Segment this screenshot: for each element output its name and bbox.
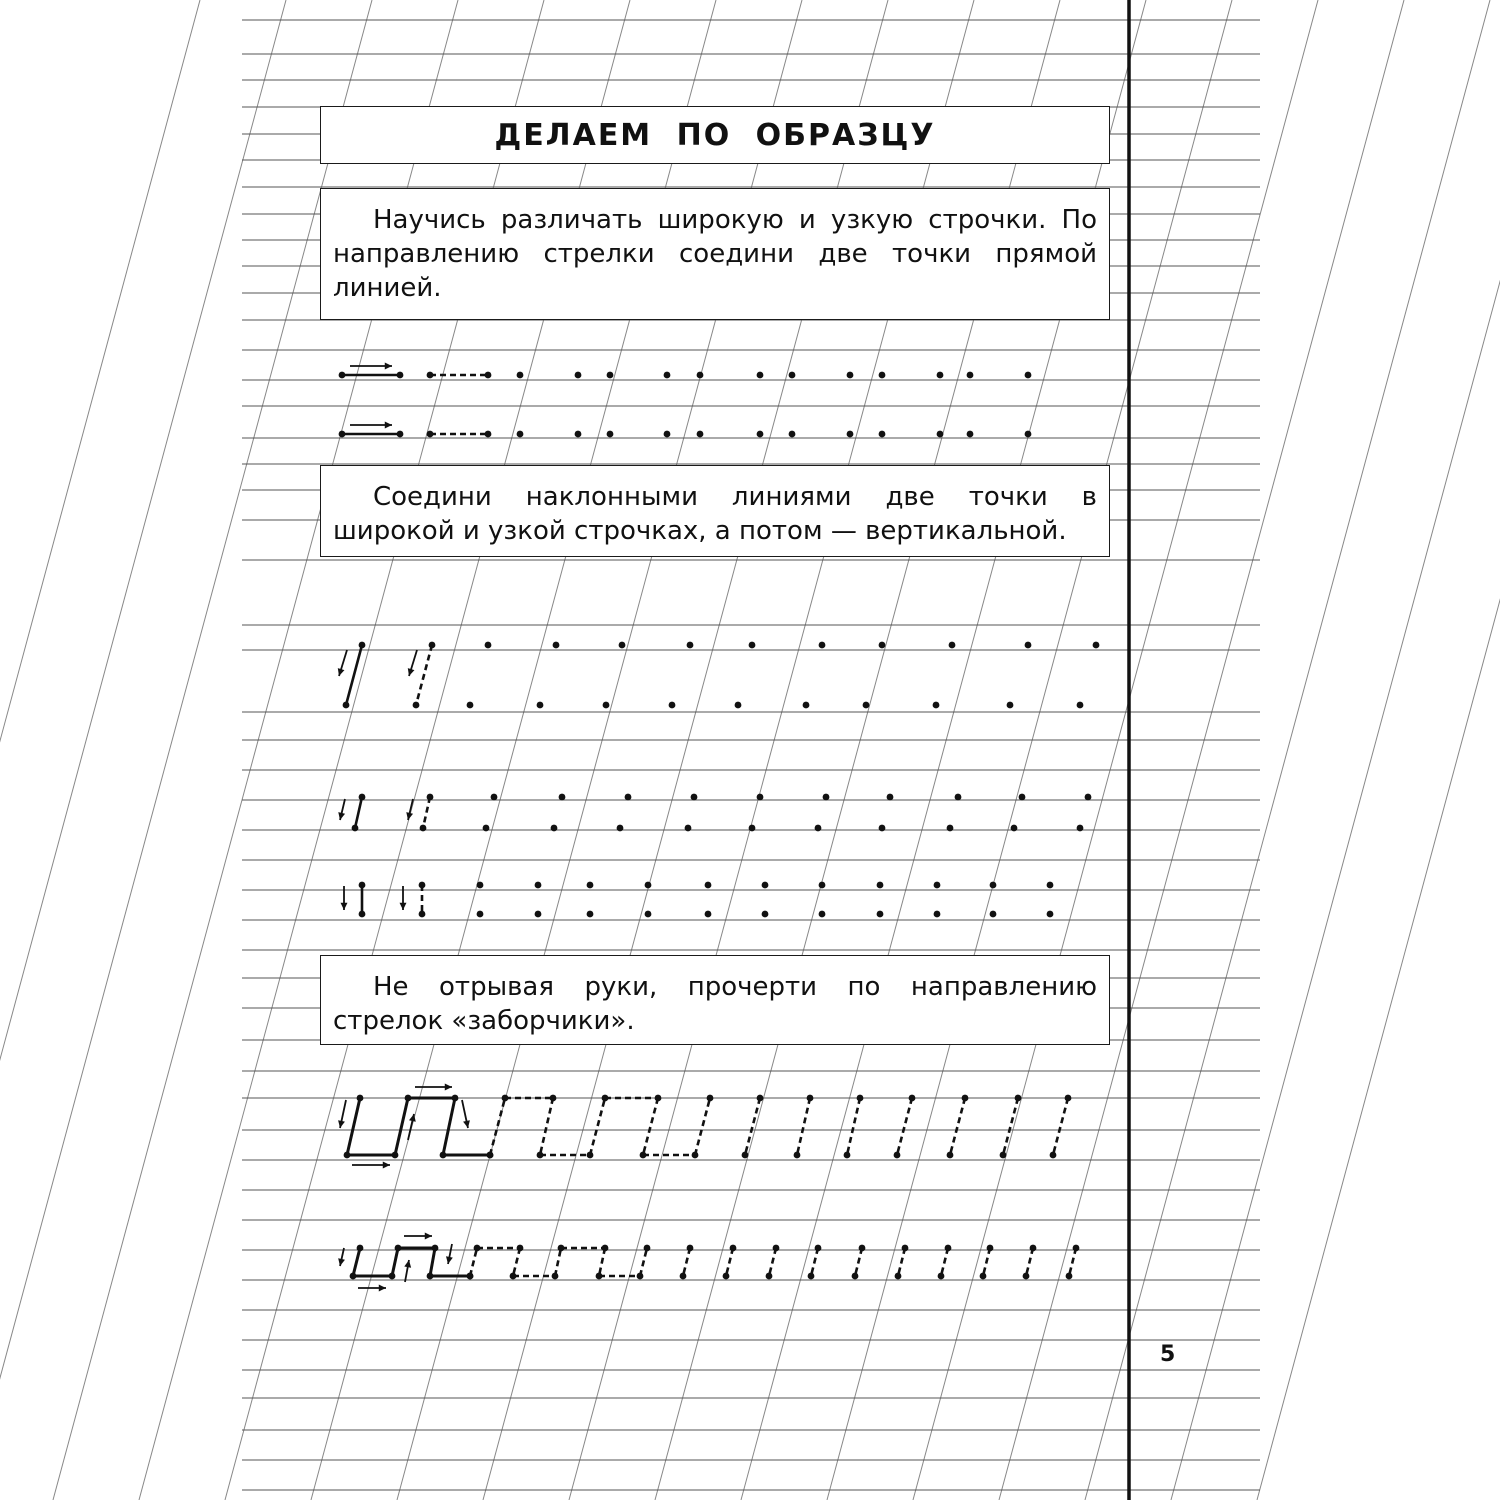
dot: [847, 431, 854, 438]
dot: [395, 1245, 402, 1252]
dot: [343, 702, 350, 709]
dot: [602, 1245, 609, 1252]
dot: [644, 1245, 651, 1252]
solid-line: [353, 1248, 360, 1276]
dot: [794, 1152, 801, 1159]
dot: [517, 372, 524, 379]
dot: [887, 794, 894, 801]
dot: [879, 642, 886, 649]
dot: [1023, 1273, 1030, 1280]
dot: [1050, 1152, 1057, 1159]
dot: [934, 911, 941, 918]
dot: [664, 372, 671, 379]
dot: [819, 882, 826, 889]
dashed-line: [470, 1248, 477, 1276]
task-box-3: [320, 955, 1110, 1045]
dot: [895, 1273, 902, 1280]
dot: [894, 1152, 901, 1159]
dot: [1000, 1152, 1007, 1159]
arrow-head: [385, 363, 392, 370]
solid-line: [443, 1098, 455, 1155]
dot: [645, 911, 652, 918]
dot: [359, 794, 366, 801]
dot: [550, 1095, 557, 1102]
dot: [1065, 1095, 1072, 1102]
dot: [1077, 825, 1084, 832]
dot: [909, 1095, 916, 1102]
dot: [987, 1245, 994, 1252]
dot: [339, 372, 346, 379]
dot: [467, 702, 474, 709]
dot: [945, 1245, 952, 1252]
title-box: [320, 106, 1110, 164]
dot: [1093, 642, 1100, 649]
solid-line: [392, 1248, 398, 1276]
dot: [603, 702, 610, 709]
dot: [607, 372, 614, 379]
dot: [483, 825, 490, 832]
dot: [625, 794, 632, 801]
dot: [723, 1273, 730, 1280]
dot: [757, 794, 764, 801]
dot: [617, 825, 624, 832]
slant-guide-line: [0, 0, 372, 1500]
dot: [664, 431, 671, 438]
dot: [705, 911, 712, 918]
task-1-text: Научись различать широкую и узкую строчки. По направлению стрелки соедини две точки прямой линией.: [333, 205, 1097, 303]
slant-guide-line: [1171, 0, 1500, 1500]
dot: [877, 911, 884, 918]
dot: [359, 642, 366, 649]
dot: [669, 702, 676, 709]
dot: [359, 882, 366, 889]
dashed-line: [898, 1248, 905, 1276]
dot: [1019, 794, 1026, 801]
dashed-line: [513, 1248, 520, 1276]
dot: [427, 431, 434, 438]
dot: [844, 1152, 851, 1159]
dot: [1047, 911, 1054, 918]
dot: [655, 1095, 662, 1102]
dot: [819, 642, 826, 649]
solid-line: [347, 1098, 360, 1155]
dot: [1077, 702, 1084, 709]
dot: [807, 1095, 814, 1102]
arrow-head: [338, 1120, 345, 1128]
dot: [397, 431, 404, 438]
dot: [937, 431, 944, 438]
task-box-1: [320, 188, 1110, 320]
dot: [937, 372, 944, 379]
slant-guide-line: [1257, 0, 1500, 1500]
dot: [852, 1273, 859, 1280]
dot: [680, 1273, 687, 1280]
dot: [502, 1095, 509, 1102]
dot: [619, 642, 626, 649]
dot: [645, 882, 652, 889]
dot: [815, 1245, 822, 1252]
dot: [692, 1152, 699, 1159]
dot: [452, 1095, 459, 1102]
dot: [535, 882, 542, 889]
dot: [1030, 1245, 1037, 1252]
dot: [1025, 431, 1032, 438]
dot: [773, 1245, 780, 1252]
dot: [535, 911, 542, 918]
dashed-line: [1053, 1098, 1068, 1155]
dot: [1025, 642, 1032, 649]
dot: [344, 1152, 351, 1159]
dot: [980, 1273, 987, 1280]
dot: [1025, 372, 1032, 379]
dot: [432, 1245, 439, 1252]
dot: [405, 1095, 412, 1102]
dot: [934, 882, 941, 889]
dot: [815, 825, 822, 832]
dot: [596, 1273, 603, 1280]
dashed-line: [941, 1248, 948, 1276]
dot: [440, 1152, 447, 1159]
solid-line: [346, 645, 362, 705]
dot: [730, 1245, 737, 1252]
dashed-line: [643, 1098, 658, 1155]
arrow-head: [446, 1256, 453, 1264]
arrow-head: [406, 812, 413, 820]
dot: [757, 372, 764, 379]
dashed-line: [1003, 1098, 1018, 1155]
dot: [413, 702, 420, 709]
dot: [938, 1273, 945, 1280]
arrow-head: [425, 1233, 432, 1240]
dot: [427, 1273, 434, 1280]
dot: [587, 1152, 594, 1159]
dot: [859, 1245, 866, 1252]
dashed-line: [640, 1248, 647, 1276]
dot: [705, 882, 712, 889]
dot: [350, 1273, 357, 1280]
dot: [1066, 1273, 1073, 1280]
dot: [955, 794, 962, 801]
dashed-line: [1026, 1248, 1033, 1276]
dot: [967, 372, 974, 379]
solid-line: [355, 797, 362, 828]
dot: [485, 372, 492, 379]
arrow-head: [385, 422, 392, 429]
dashed-line: [599, 1248, 605, 1276]
dot: [863, 702, 870, 709]
dot: [1011, 825, 1018, 832]
dot: [757, 431, 764, 438]
dot: [420, 825, 427, 832]
dot: [762, 882, 769, 889]
dashed-line: [769, 1248, 776, 1276]
dot: [551, 825, 558, 832]
exercise-2-slanted-wide: [338, 642, 1100, 709]
exercise-2-slanted-narrow: [338, 794, 1091, 832]
slant-guide-line: [0, 0, 286, 1500]
dot: [389, 1273, 396, 1280]
dashed-line: [897, 1098, 912, 1155]
dot: [766, 1273, 773, 1280]
dot: [359, 911, 366, 918]
dot: [517, 431, 524, 438]
dashed-line: [416, 645, 432, 705]
dot: [552, 1273, 559, 1280]
dot: [967, 431, 974, 438]
exercise-3-fence-narrow: [338, 1233, 1079, 1292]
dot: [587, 882, 594, 889]
dot: [962, 1095, 969, 1102]
dot: [397, 372, 404, 379]
dashed-line: [1069, 1248, 1076, 1276]
dot: [474, 1245, 481, 1252]
arrow-head: [379, 1285, 386, 1292]
dashed-line: [726, 1248, 733, 1276]
dot: [427, 794, 434, 801]
dot: [823, 794, 830, 801]
dot: [808, 1273, 815, 1280]
dot: [607, 431, 614, 438]
dot: [691, 794, 698, 801]
dashed-line: [590, 1098, 605, 1155]
dot: [487, 1152, 494, 1159]
dot: [789, 431, 796, 438]
slant-guide-line: [1085, 0, 1490, 1500]
dot: [419, 911, 426, 918]
dashed-line: [695, 1098, 710, 1155]
dot: [1015, 1095, 1022, 1102]
dashed-line: [683, 1248, 690, 1276]
dot: [947, 825, 954, 832]
dot: [1073, 1245, 1080, 1252]
dot: [339, 431, 346, 438]
arrow-head: [463, 1120, 470, 1128]
dot: [749, 825, 756, 832]
dot: [879, 431, 886, 438]
dot: [879, 825, 886, 832]
page-title: ДЕЛАЕМ ПО ОБРАЗЦУ: [494, 117, 936, 153]
dot: [902, 1245, 909, 1252]
dashed-line: [983, 1248, 990, 1276]
dot: [477, 911, 484, 918]
task-box-2: [320, 465, 1110, 557]
dot: [517, 1245, 524, 1252]
dot: [1047, 882, 1054, 889]
dot: [602, 1095, 609, 1102]
arrow-head: [383, 1162, 390, 1169]
dot: [685, 825, 692, 832]
arrow-head: [404, 1260, 411, 1268]
dot: [847, 372, 854, 379]
dashed-line: [797, 1098, 810, 1155]
dashed-line: [855, 1248, 862, 1276]
dot: [357, 1095, 364, 1102]
dot: [697, 372, 704, 379]
dot: [575, 372, 582, 379]
dot: [735, 702, 742, 709]
dot: [537, 702, 544, 709]
dashed-line: [540, 1098, 553, 1155]
dot: [637, 1273, 644, 1280]
dot: [419, 882, 426, 889]
dot: [553, 642, 560, 649]
dot: [485, 431, 492, 438]
dot: [877, 882, 884, 889]
dot: [575, 431, 582, 438]
dot: [559, 794, 566, 801]
dot: [352, 825, 359, 832]
dot: [357, 1245, 364, 1252]
dot: [429, 642, 436, 649]
dot: [687, 642, 694, 649]
dot: [1085, 794, 1092, 801]
dot: [707, 1095, 714, 1102]
dot: [803, 702, 810, 709]
dashed-line: [811, 1248, 818, 1276]
arrow-head: [338, 812, 345, 820]
dot: [819, 911, 826, 918]
dot: [789, 372, 796, 379]
dot: [467, 1273, 474, 1280]
dot: [990, 882, 997, 889]
dot: [697, 431, 704, 438]
dot: [477, 882, 484, 889]
dot: [879, 372, 886, 379]
dot: [757, 1095, 764, 1102]
dot: [485, 642, 492, 649]
dot: [392, 1152, 399, 1159]
dashed-line: [555, 1248, 561, 1276]
dot: [427, 372, 434, 379]
solid-line: [430, 1248, 435, 1276]
dashed-line: [423, 797, 430, 828]
dashed-line: [745, 1098, 760, 1155]
dot: [947, 1152, 954, 1159]
dot: [491, 794, 498, 801]
dashed-line: [950, 1098, 965, 1155]
task-2-text: Соедини наклонными линиями две точки в широкой и узкой строчках, а потом — вертикальной.: [333, 482, 1097, 546]
arrow-head: [445, 1084, 452, 1091]
dot: [933, 702, 940, 709]
dashed-line: [847, 1098, 860, 1155]
exercise-3-fence-wide: [338, 1084, 1071, 1169]
dot: [749, 642, 756, 649]
dot: [687, 1245, 694, 1252]
dot: [510, 1273, 517, 1280]
dot: [640, 1152, 647, 1159]
arrow-head: [338, 1258, 345, 1266]
dot: [857, 1095, 864, 1102]
dot: [587, 911, 594, 918]
dot: [990, 911, 997, 918]
dot: [742, 1152, 749, 1159]
dot: [762, 911, 769, 918]
arrow-head: [341, 903, 348, 910]
dot: [1007, 702, 1014, 709]
dot: [537, 1152, 544, 1159]
exercise-2-vertical: [341, 882, 1054, 918]
exercise-1-horizontal: [339, 363, 1032, 438]
arrow-head: [400, 903, 407, 910]
page-number: 5: [1160, 1342, 1176, 1367]
task-3-text: Не отрывая руки, прочерти по направлению стрелок «заборчики».: [333, 972, 1097, 1036]
dot: [949, 642, 956, 649]
dot: [558, 1245, 565, 1252]
